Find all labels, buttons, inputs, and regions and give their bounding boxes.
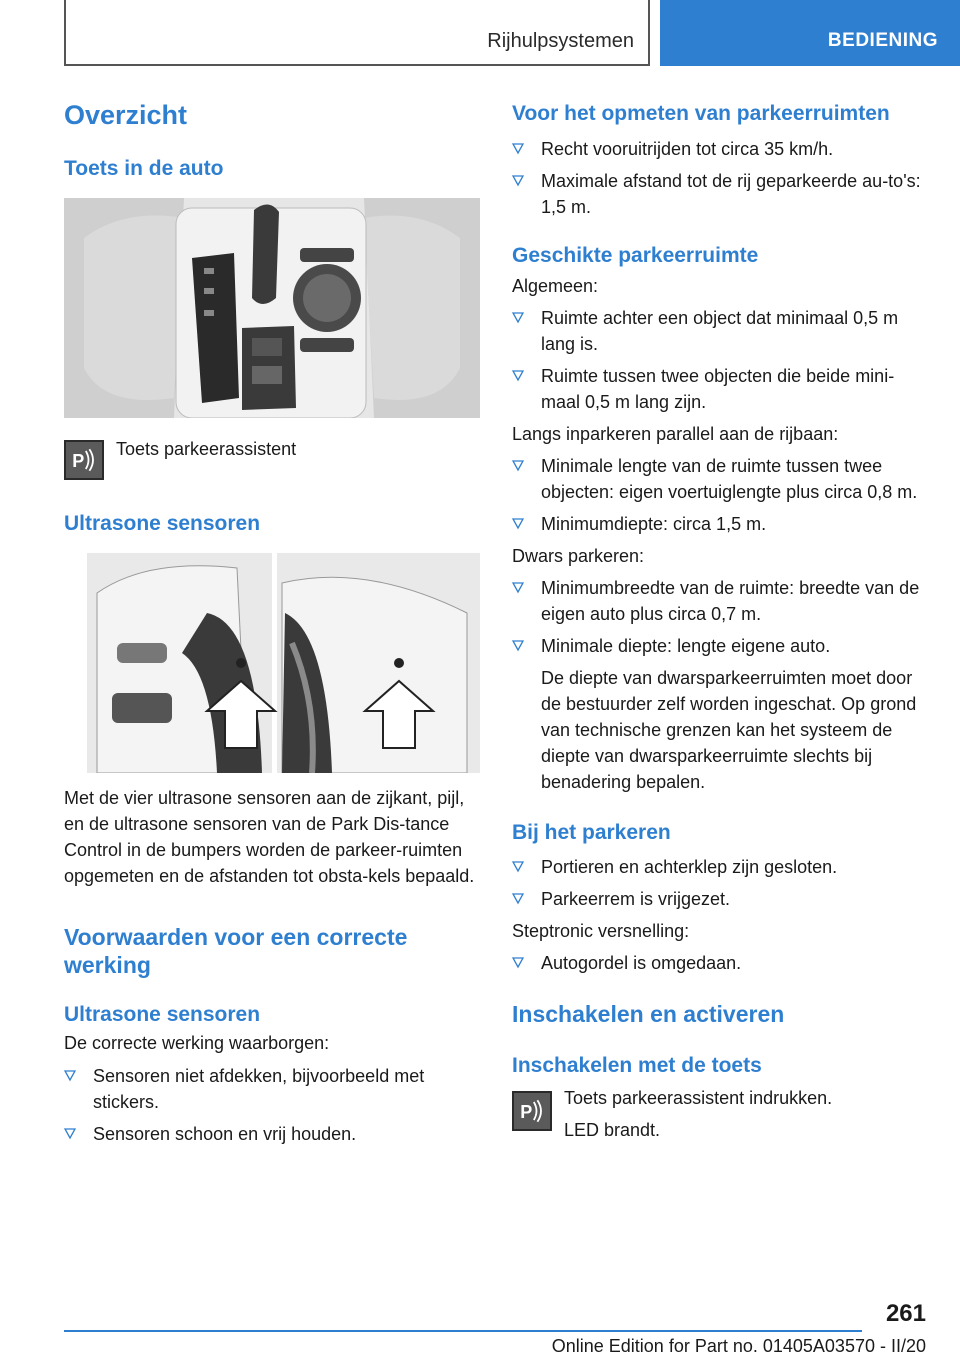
- list-item-text: Autogordel is omgedaan.: [541, 953, 742, 973]
- list-item-text: Minimale lengte van de ruimte tussen twee objecten: eigen voertuiglengte plus circa 0,8 m.: [541, 456, 918, 502]
- header-section-box: [64, 0, 650, 66]
- list-item: [512, 511, 926, 537]
- header-tab: [660, 0, 960, 66]
- left-column: [64, 100, 480, 1147]
- footer-edition: Online Edition for Part no. 01405A03570 - II/20: [551, 1336, 926, 1356]
- triangle-bullet-icon: [512, 175, 524, 187]
- list-item-text: Ruimte tussen twee objecten die beide mini-maal 0,5 m lang zijn.: [541, 366, 895, 412]
- triangle-bullet-icon: [512, 640, 524, 652]
- triangle-bullet-icon: [512, 370, 524, 382]
- sensor-photo: [87, 553, 480, 773]
- instruction-toets-indrukken: Toets parkeerassistent indrukken.: [564, 1088, 833, 1108]
- svg-text:P: P: [72, 451, 85, 472]
- header-tab-label: BEDIENING: [827, 30, 938, 51]
- footer-divider: [64, 1330, 862, 1332]
- list-item-text: Minimumdiepte: circa 1,5 m.: [541, 514, 767, 534]
- list-steptronic: [512, 950, 926, 976]
- list-item-text: Maximale afstand tot de rij geparkeerde au-to's: 1,5 m.: [541, 171, 921, 217]
- list-item-text: Sensoren niet afdekken, bijvoorbeeld met stickers.: [93, 1066, 425, 1112]
- heading-opmeten: Voor het opmeten van parkeerruimten: [512, 102, 890, 125]
- triangle-bullet-icon: [512, 312, 524, 324]
- list-item: [512, 633, 926, 795]
- triangle-bullet-icon: [512, 518, 524, 530]
- list-item: [64, 1121, 480, 1147]
- heading-overzicht: Overzicht: [64, 100, 188, 130]
- header-section-title: Rijhulpsystemen: [487, 30, 634, 52]
- list-item: [512, 136, 926, 162]
- label-langs-inparkeren: Langs inparkeren parallel aan de rijbaan:: [512, 424, 839, 444]
- triangle-bullet-icon: [512, 957, 524, 969]
- triangle-bullet-icon: [512, 861, 524, 873]
- heading-inschakelen-met-de-toets: Inschakelen met de toets: [512, 1054, 762, 1077]
- svg-text:P: P: [520, 1102, 533, 1123]
- list-item-text: Sensoren schoon en vrij houden.: [93, 1124, 357, 1144]
- list-dwars: [512, 575, 926, 795]
- list-item-text: Portieren en achterklep zijn gesloten.: [541, 857, 838, 877]
- list-bij-parkeren: [512, 854, 926, 912]
- list-item: [512, 168, 926, 220]
- instruction-row-toets: [512, 1085, 926, 1145]
- list-item: [64, 1063, 480, 1115]
- label-algemeen: Algemeen:: [512, 276, 599, 296]
- list-item-text: Minimale diepte: lengte eigene auto.: [541, 636, 831, 656]
- list-opmeten: [512, 136, 926, 220]
- label-steptronic: Steptronic versnelling:: [512, 921, 690, 941]
- heading-voorwaarden: Voorwaarden voor een correcte werking: [64, 924, 408, 978]
- triangle-bullet-icon: [512, 893, 524, 905]
- list-item: [512, 575, 926, 627]
- list-item: [512, 453, 926, 505]
- park-assist-button-icon: [512, 1091, 552, 1131]
- list-item-text: Parkeerrem is vrijgezet.: [541, 889, 731, 909]
- list-langs: [512, 453, 926, 537]
- triangle-bullet-icon: [512, 582, 524, 594]
- list-item-text: Minimumbreedte van de ruimte: breedte van de eigen auto plus circa 0,7 m.: [541, 578, 920, 624]
- list-item: [512, 950, 926, 976]
- heading-ultrasone-sensoren: Ultrasone sensoren: [64, 512, 261, 535]
- instruction-led-brandt: LED brandt.: [564, 1120, 661, 1140]
- page-number: 261: [885, 1300, 926, 1327]
- list-item: [512, 363, 926, 415]
- triangle-bullet-icon: [512, 460, 524, 472]
- list-algemeen: [512, 305, 926, 415]
- list-item-text: Recht vooruitrijden tot circa 35 km/h.: [541, 139, 834, 159]
- list-correcte-werking: [64, 1063, 480, 1147]
- triangle-bullet-icon: [64, 1070, 76, 1082]
- heading-toets-in-de-auto: Toets in de auto: [64, 157, 224, 180]
- heading-geschikte-parkeerruimte: Geschikte parkeerruimte: [512, 244, 759, 267]
- list-item: [512, 886, 926, 912]
- list-item: [512, 854, 926, 880]
- note-dwars-diepte: De diepte van dwarsparkeerruimten moet door de bestuurder zelf worden ingeschat. Op grond van technische grenzen kan het systeem de diepte van dwarsparkeerruimte slechts bij benadering bepalen.: [541, 668, 917, 792]
- console-photo: [64, 198, 480, 418]
- heading-inschakelen-en-activeren: Inschakelen en activeren: [512, 1001, 785, 1027]
- park-assist-button-icon: [64, 440, 104, 480]
- heading-ultrasone-sensoren-2: Ultrasone sensoren: [64, 1003, 261, 1026]
- list-item: [512, 305, 926, 357]
- paragraph-sensoren: Met de vier ultrasone sensoren aan de zijkant, pijl, en de ultrasone sensoren van de Park Dis-tance Control in de bumpers worden de parkeer-ruimten opgemeten en de afstanden tot obsta-kels bepaald.: [64, 788, 475, 886]
- heading-bij-het-parkeren: Bij het parkeren: [512, 821, 671, 844]
- list-item-text: Ruimte achter een object dat minimaal 0,5 m lang is.: [541, 308, 899, 354]
- label-dwars-parkeren: Dwars parkeren:: [512, 546, 645, 566]
- caption-row-toets: [64, 440, 480, 482]
- caption-toets-parkeerassistent: Toets parkeerassistent: [116, 439, 297, 459]
- triangle-bullet-icon: [64, 1128, 76, 1140]
- right-column: [512, 100, 926, 1145]
- triangle-bullet-icon: [512, 143, 524, 155]
- intro-correcte-werking: De correcte werking waarborgen:: [64, 1033, 330, 1053]
